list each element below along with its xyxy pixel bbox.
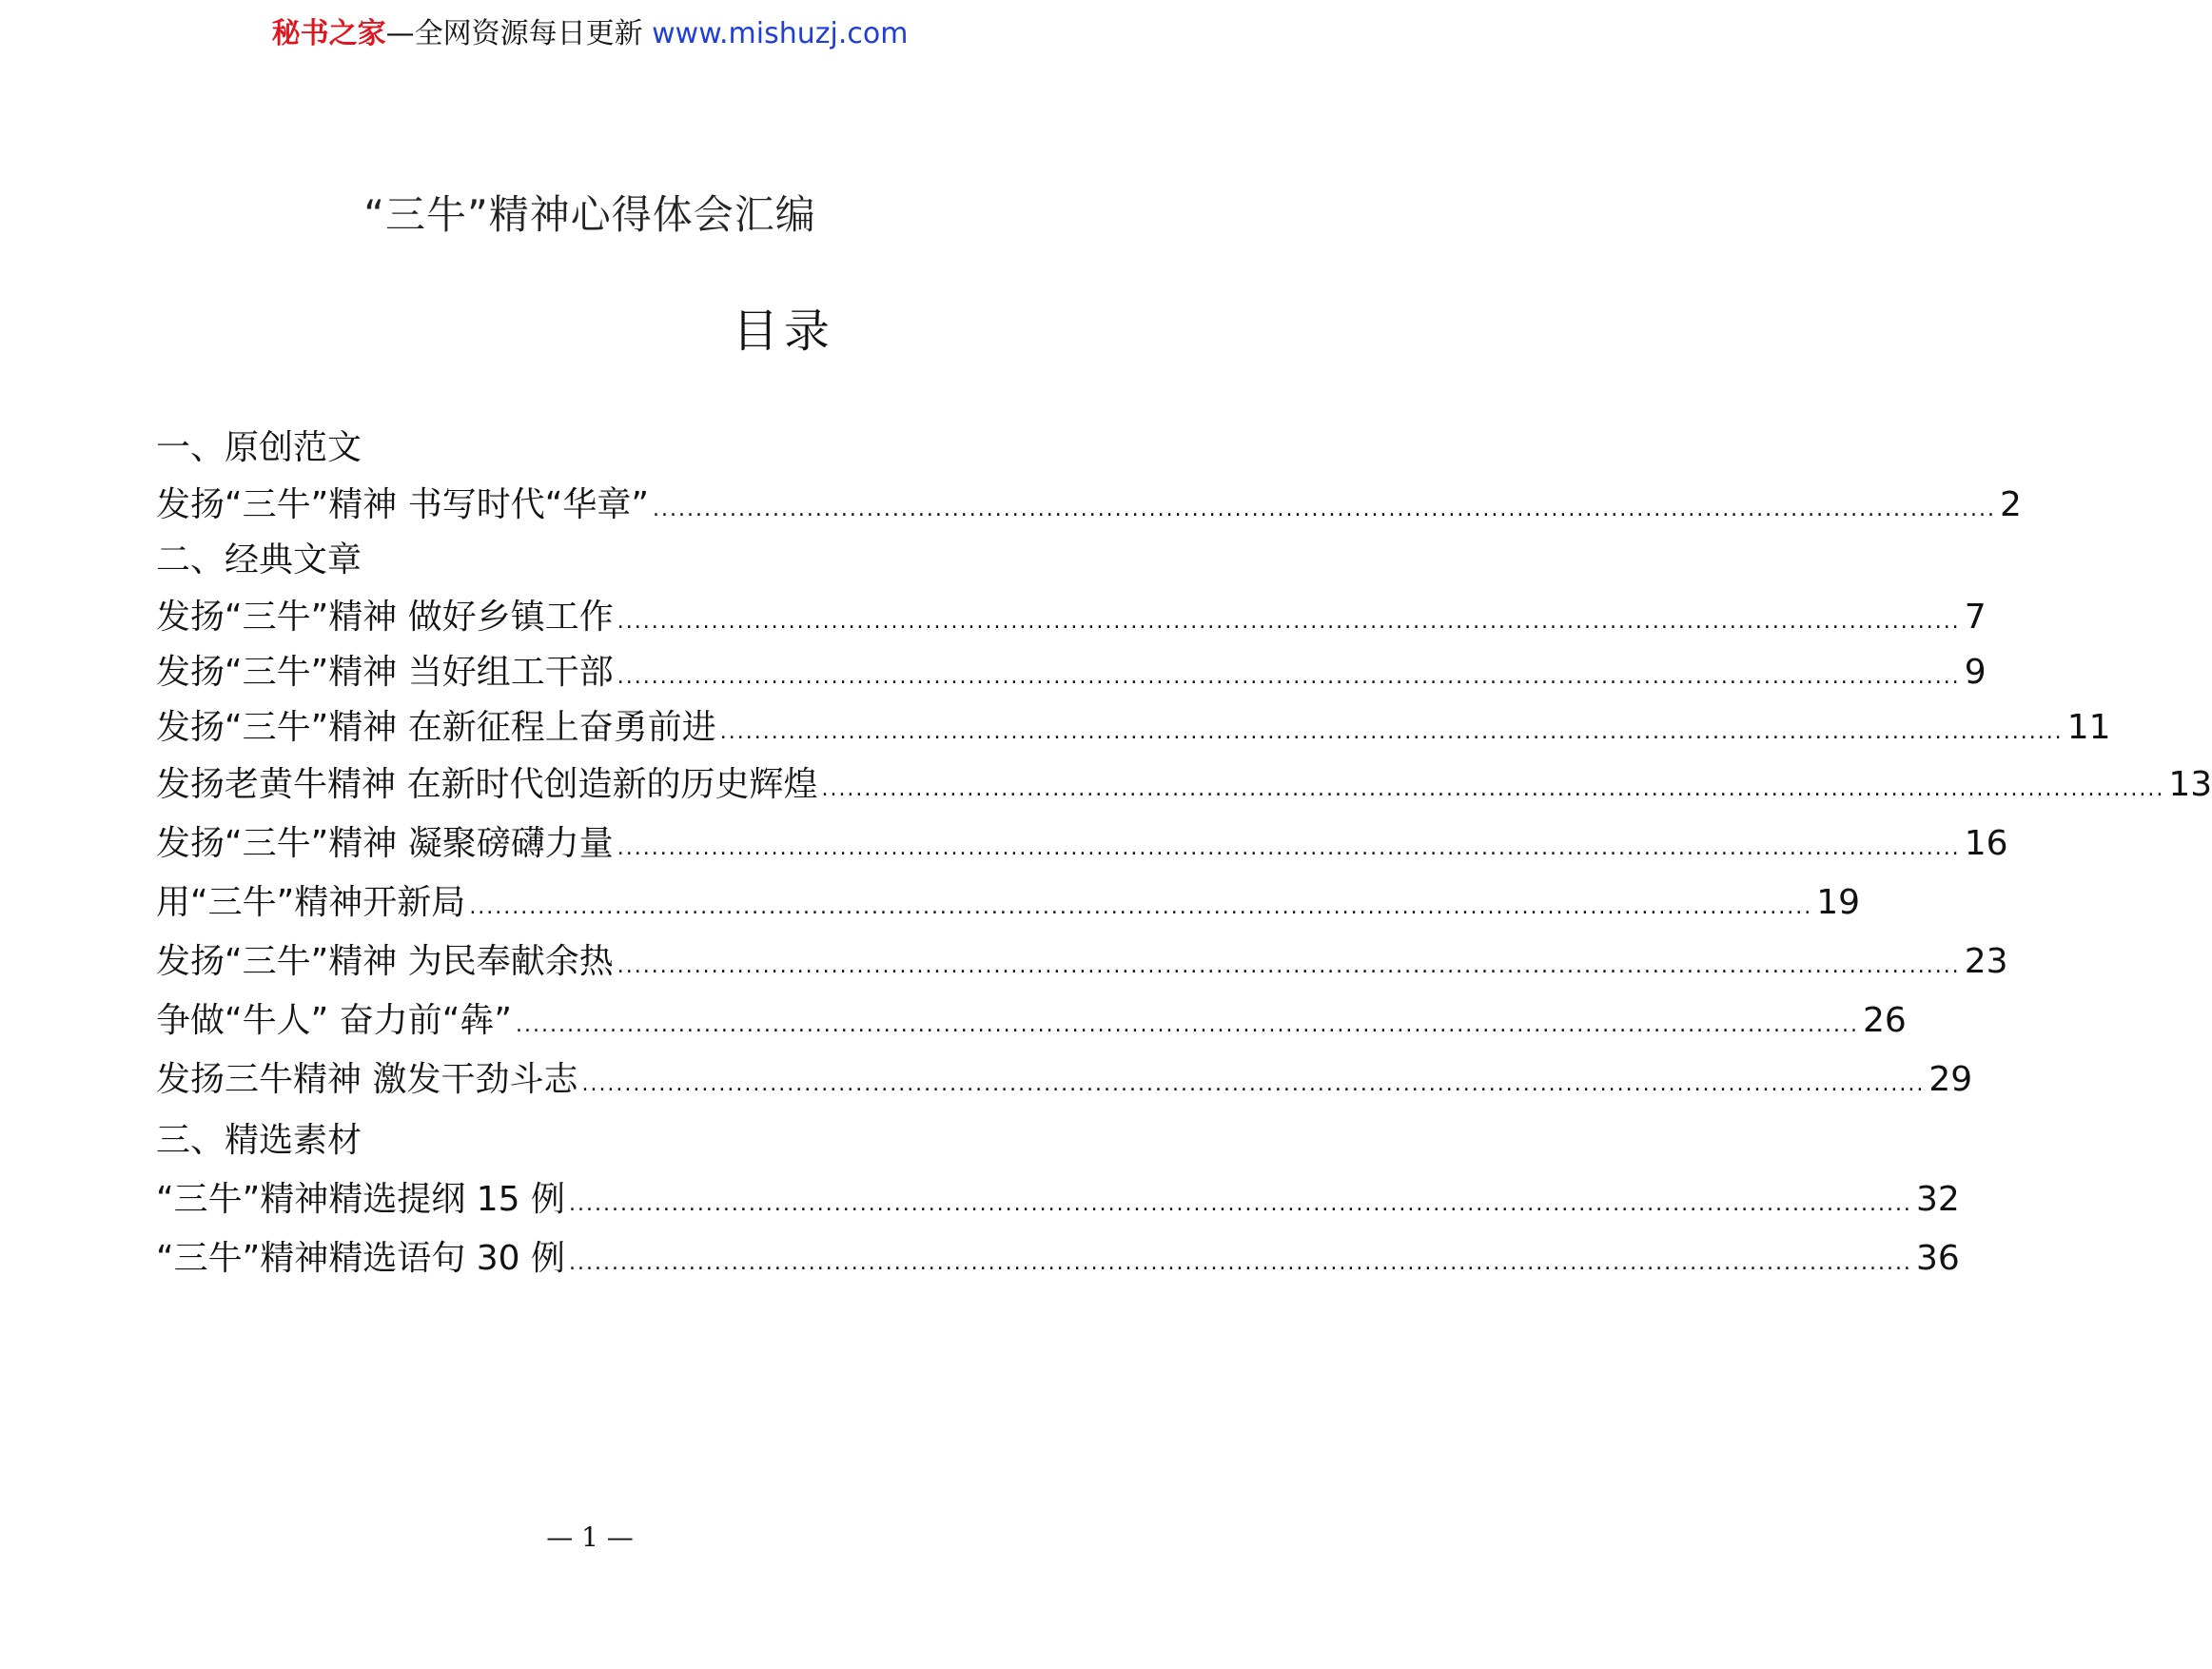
- toc-entry-title: 发扬老黄牛精神 在新时代创造新的历史辉煌: [156, 765, 818, 804]
- toc-entry-title: 用“三牛”精神开新局: [156, 883, 466, 922]
- site-header: [0, 13, 1180, 55]
- toc-entry-page: 13: [2168, 765, 2212, 804]
- toc-dot-leader: .............................................................................................................................................................: [617, 836, 1961, 860]
- toc-entry-page: 29: [1928, 1060, 1973, 1099]
- toc-entry[interactable]: [156, 704, 2111, 756]
- toc-dot-leader: .............................................................................................................................................................: [719, 720, 2064, 744]
- toc-entry-page: 2: [1999, 485, 2022, 524]
- toc-section-label: 二、经典文章: [156, 540, 362, 579]
- toc-entry-title: 发扬“三牛”精神 做好乡镇工作: [156, 598, 614, 637]
- toc-entry[interactable]: [156, 1235, 1960, 1287]
- toc-entry-page: 36: [1915, 1239, 1960, 1278]
- toc-entry[interactable]: [156, 649, 1987, 701]
- toc-dot-leader: .............................................................................................................................................................: [569, 1251, 1912, 1275]
- toc-entry-page: 16: [1964, 824, 2008, 863]
- site-brand: 秘书之家: [271, 17, 386, 50]
- toc-entry[interactable]: [156, 1176, 1960, 1228]
- toc-entry-page: 9: [1964, 653, 1987, 692]
- toc-entry[interactable]: [156, 879, 1861, 932]
- toc-dot-leader: .............................................................................................................................................................: [821, 777, 2165, 801]
- toc-entry[interactable]: [156, 820, 2008, 873]
- site-slogan: —全网资源每日更新: [385, 17, 643, 50]
- toc-section-label: 三、精选素材: [156, 1121, 362, 1160]
- site-url-link[interactable]: www.mishuzj.com: [652, 17, 909, 50]
- toc-dot-leader: .............................................................................................................................................................: [516, 1013, 1859, 1037]
- toc-entry-page: 23: [1964, 942, 2008, 981]
- page-number: — 1 —: [546, 1522, 634, 1553]
- toc-entry[interactable]: [156, 938, 2008, 991]
- toc-entry-page: 32: [1915, 1180, 1960, 1219]
- toc-entry[interactable]: [156, 1056, 1973, 1109]
- toc-entry-page: 11: [2066, 708, 2111, 747]
- toc-dot-leader: .............................................................................................................................................................: [653, 498, 1996, 521]
- toc-entry-page: 26: [1862, 1001, 1907, 1040]
- toc-entry[interactable]: [156, 481, 2022, 534]
- toc-dot-leader: .............................................................................................................................................................: [469, 895, 1813, 919]
- toc-entry-page: 19: [1816, 883, 1861, 922]
- toc-entry-title: “三牛”精神精选提纲 15 例: [156, 1180, 565, 1219]
- toc-dot-leader: .............................................................................................................................................................: [617, 665, 1961, 689]
- toc-entry-page: 7: [1964, 598, 1987, 637]
- toc-dot-leader: .............................................................................................................................................................: [581, 1072, 1926, 1096]
- toc-entry-title: 发扬“三牛”精神 为民奉献余热: [156, 942, 614, 981]
- toc-entry-title: 发扬“三牛”精神 凝聚磅礴力量: [156, 824, 614, 863]
- toc-entry-title: 发扬“三牛”精神 在新征程上奋勇前进: [156, 708, 716, 747]
- document-title: “三牛”精神心得体会汇编: [363, 191, 816, 238]
- toc-entry-title: 争做“牛人” 奋力前“犇”: [156, 1001, 513, 1040]
- toc-heading: 目录: [733, 304, 836, 358]
- toc-entry-title: “三牛”精神精选语句 30 例: [156, 1239, 565, 1278]
- toc-entry-title: 发扬“三牛”精神 书写时代“华章”: [156, 485, 650, 524]
- toc-dot-leader: .............................................................................................................................................................: [617, 610, 1961, 634]
- toc-dot-leader: .............................................................................................................................................................: [617, 954, 1961, 978]
- toc-section-label: 一、原创范文: [156, 428, 362, 467]
- toc-entry-title: 发扬三牛精神 激发干劲斗志: [156, 1060, 578, 1099]
- toc-dot-leader: .............................................................................................................................................................: [569, 1192, 1912, 1216]
- toc-entry[interactable]: [156, 761, 2212, 814]
- toc-entry[interactable]: [156, 594, 1987, 646]
- toc-entry[interactable]: [156, 997, 1907, 1050]
- toc-entry-title: 发扬“三牛”精神 当好组工干部: [156, 653, 614, 692]
